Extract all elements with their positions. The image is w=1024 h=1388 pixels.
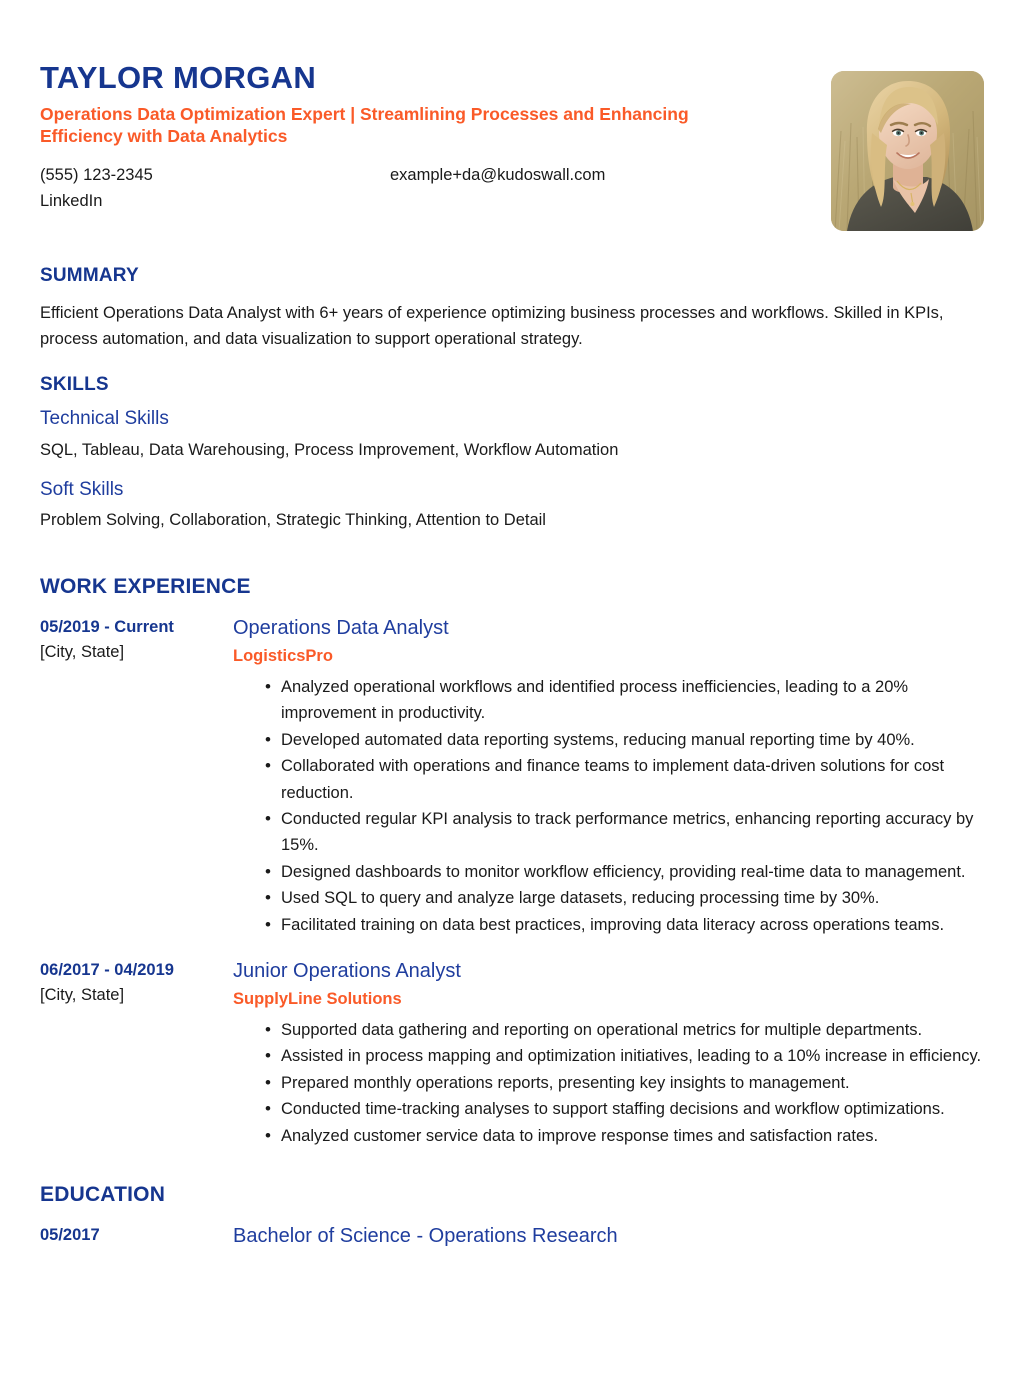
contact-row-primary xyxy=(40,163,810,189)
skill-group-items: Problem Solving, Collaboration, Strategic Thinking, Attention to Detail xyxy=(40,511,546,530)
summary-section-title: SUMMARY xyxy=(40,265,139,286)
experience-bullet: • Prepared monthly operations reports, presenting key insights to management. xyxy=(233,1070,984,1096)
skills-section xyxy=(40,374,984,533)
experience-bullet: • Used SQL to query and analyze large datasets, reducing processing time by 30%. xyxy=(233,885,984,911)
skill-group-technical xyxy=(40,406,984,462)
experience-bullet: • Analyzed operational workflows and identified process inefficiencies, leading to a 20% improvement in productivity. xyxy=(233,674,984,727)
summary-text: Efficient Operations Data Analyst with 6+ years of experience optimizing business processes and workflows. Skilled in KPIs, process automation, and data visualization to support operational strategy. xyxy=(40,304,944,348)
experience-date-range: 06/2017 - 04/2019 xyxy=(40,960,174,979)
candidate-headline: Operations Data Optimization Expert | Streamlining Processes and Enhancing Efficiency with Data Analytics xyxy=(40,103,689,146)
resume-header xyxy=(40,0,984,235)
education-entry-meta xyxy=(40,1223,233,1248)
education-section-title: EDUCATION xyxy=(40,1182,166,1206)
experience-entry-meta xyxy=(40,615,233,665)
skill-group-items: SQL, Tableau, Data Warehousing, Process Improvement, Workflow Automation xyxy=(40,440,619,459)
experience-company: SupplyLine Solutions xyxy=(233,989,402,1008)
experience-entry-meta xyxy=(40,958,233,1008)
work-experience-section xyxy=(40,575,984,1149)
skill-group-label: Technical Skills xyxy=(40,408,169,430)
experience-date-range: 05/2019 - Current xyxy=(40,617,174,636)
education-section xyxy=(40,1183,984,1253)
experience-entry xyxy=(40,615,984,938)
education-entry-body xyxy=(233,1223,984,1253)
experience-bullet: • Collaborated with operations and finance teams to implement data-driven solutions for cost reduction. xyxy=(233,753,984,806)
experience-location: [City, State] xyxy=(40,985,125,1004)
experience-job-title: Junior Operations Analyst xyxy=(233,959,461,982)
work-experience-section-title: WORK EXPERIENCE xyxy=(40,574,251,598)
skill-group-label: Soft Skills xyxy=(40,478,124,500)
summary-section xyxy=(40,265,984,352)
experience-bullet: • Analyzed customer service data to improve response times and satisfaction rates. xyxy=(233,1123,984,1149)
contact-email[interactable]: example+da@kudoswall.com xyxy=(390,166,606,185)
education-date: 05/2017 xyxy=(40,1225,100,1244)
education-degree: Bachelor of Science - Operations Research xyxy=(233,1224,618,1247)
experience-bullet: • Conducted time-tracking analyses to support staffing decisions and workflow optimizations. xyxy=(233,1096,984,1122)
experience-company: LogisticsPro xyxy=(233,646,333,665)
education-entry xyxy=(40,1223,984,1253)
experience-bullet-list xyxy=(233,1017,984,1149)
experience-bullet: • Supported data gathering and reporting on operational metrics for multiple departments. xyxy=(233,1017,984,1043)
experience-entry xyxy=(40,958,984,1149)
experience-job-title: Operations Data Analyst xyxy=(233,616,449,639)
experience-entry-body xyxy=(233,615,984,938)
candidate-name: TAYLOR MORGAN xyxy=(40,60,317,95)
experience-entry-body xyxy=(233,958,984,1149)
profile-photo-image xyxy=(831,71,984,231)
skill-group-soft xyxy=(40,477,984,533)
experience-bullet: • Conducted regular KPI analysis to track performance metrics, enhancing reporting accuracy by 15%. xyxy=(233,806,984,859)
experience-bullet: • Facilitated training on data best practices, improving data literacy across operations teams. xyxy=(233,912,984,938)
experience-bullet-list xyxy=(233,674,984,938)
profile-photo xyxy=(831,71,984,231)
contact-linkedin[interactable]: LinkedIn xyxy=(40,191,103,210)
header-text-block xyxy=(40,60,810,215)
contact-phone[interactable]: (555) 123-2345 xyxy=(40,166,153,185)
experience-location: [City, State] xyxy=(40,642,125,661)
experience-bullet: • Designed dashboards to monitor workflow efficiency, providing real-time data to management. xyxy=(233,859,984,885)
skills-section-title: SKILLS xyxy=(40,374,109,396)
experience-bullet: • Assisted in process mapping and optimization initiatives, leading to a 10% increase in efficiency. xyxy=(233,1043,984,1069)
experience-bullet: • Developed automated data reporting systems, reducing manual reporting time by 40%. xyxy=(233,727,984,753)
